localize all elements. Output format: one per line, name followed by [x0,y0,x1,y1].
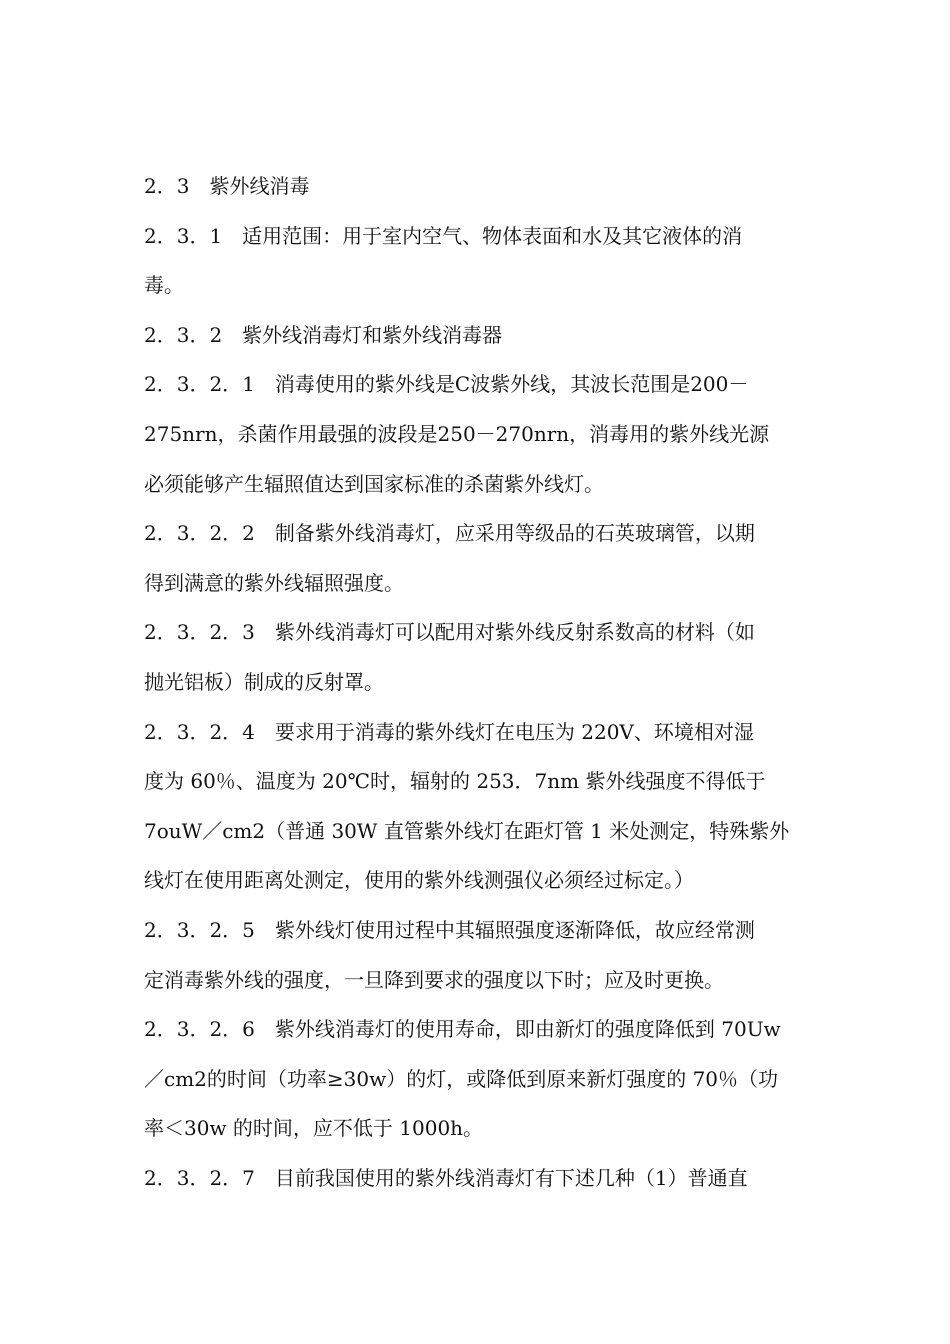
paragraph-line: 抛光铝板）制成的反射罩。 [144,669,384,694]
paragraph-line: 率＜30w 的时间，应不低于 1000h。 [144,1116,484,1141]
paragraph-line: 2．3．2．1 消毒使用的紫外线是C波紫外线，其波长范围是200－ [144,372,749,397]
paragraph-line: 毒。 [144,273,184,298]
paragraph-line: 2．3．2．2 制备紫外线消毒灯，应采用等级品的石英玻璃管，以期 [144,521,755,546]
paragraph-line: 2．3．1 适用范围：用于室内空气、物体表面和水及其它液体的消 [144,223,743,248]
paragraph-line: 275nrn，杀菌作用最强的波段是250－270nrn，消毒用的紫外线光源 [144,421,770,446]
paragraph-line: 2．3．2．5 紫外线灯使用过程中其辐照强度逐渐降低，故应经常测 [144,917,755,942]
paragraph-line: 度为 60％、温度为 20℃时，辐射的 253．7nm 紫外线强度不得低于 [144,769,766,794]
paragraph-line: 2．3．2．7 目前我国使用的紫外线消毒灯有下述几种（1）普通直 [144,1165,748,1190]
paragraph-line: 得到满意的紫外线辐照强度。 [144,570,404,595]
paragraph-line: 2．3．2．3 紫外线消毒灯可以配用对紫外线反射系数高的材料（如 [144,620,755,645]
paragraph-line: 7ouW／cm2（普通 30W 直管紫外线灯在距灯管 1 米处测定，特殊紫外 [144,818,790,843]
document-body [144,162,808,1203]
paragraph-line: 2．3．2．6 紫外线消毒灯的使用寿命，即由新灯的强度降低到 70Uw [144,1017,781,1042]
section-heading: 2．3 紫外线消毒 [144,174,310,198]
paragraph-line: 必须能够产生辐照值达到国家标准的杀菌紫外线灯。 [144,471,604,496]
paragraph-line: 2．3．2．4 要求用于消毒的紫外线灯在电压为 220V、环境相对湿 [144,719,754,744]
subsection-heading: 2．3．2 紫外线消毒灯和紫外线消毒器 [144,322,503,347]
paragraph-line: 定消毒紫外线的强度，一旦降到要求的强度以下时；应及时更换。 [144,967,724,992]
paragraph-line: ／cm2的时间（功率≥30w）的灯，或降低到原来新灯强度的 70％（功 [144,1066,779,1091]
paragraph-line: 线灯在使用距离处测定，使用的紫外线测强仪必须经过标定。） [144,868,694,893]
